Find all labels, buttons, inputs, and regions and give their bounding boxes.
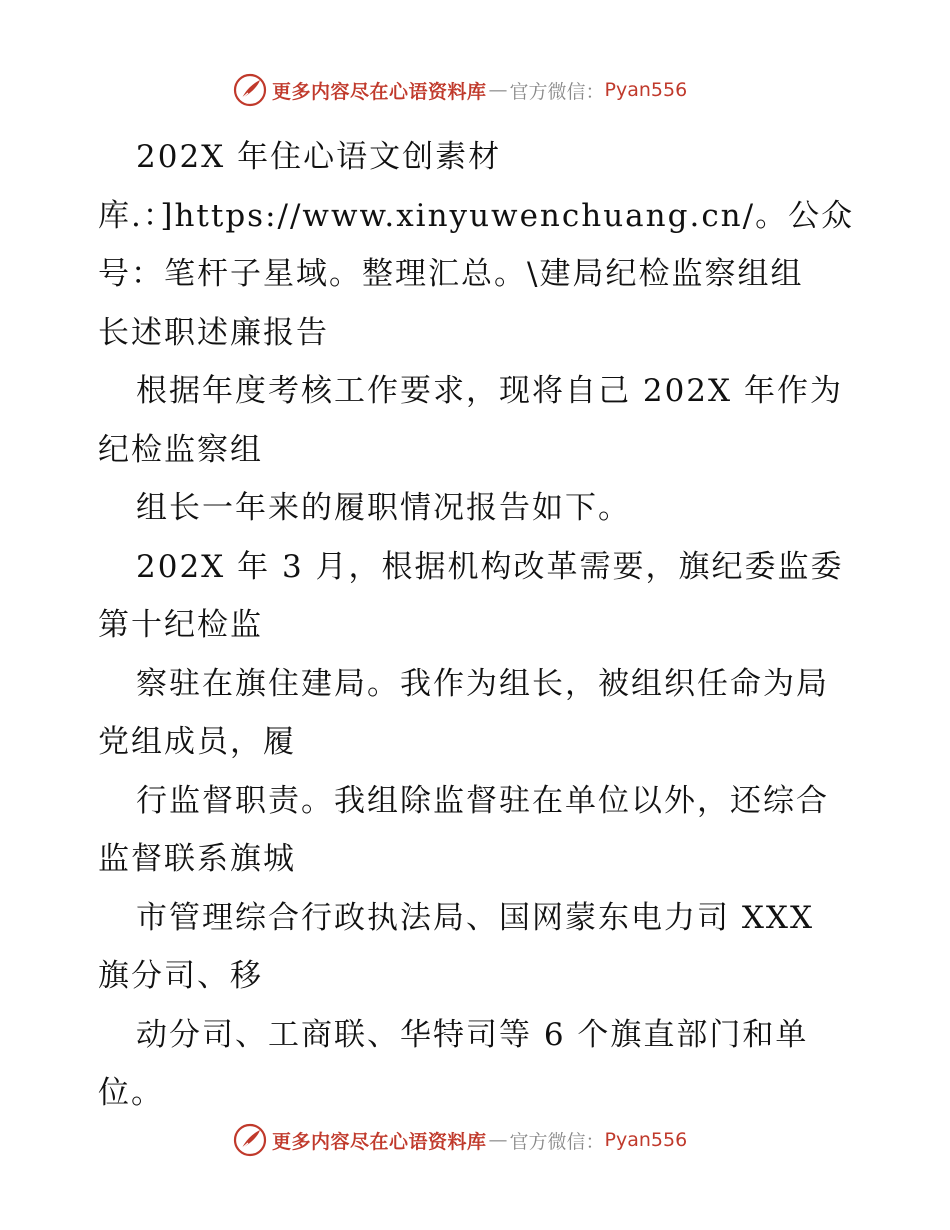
text-line: 行监督职责。我组除监督驻在单位以外，还综合 — [136, 782, 829, 819]
text-line: 库.：]https://www.xinyuwenchuang.cn/。公众 — [98, 197, 855, 234]
text-line: 动分司、工商联、华特司等 6 个旗直部门和单 — [136, 1016, 809, 1053]
text-line: 党组成员，履 — [98, 724, 296, 760]
text-line: 根据年度考核工作要求，现将自己 202X 年作为 — [136, 373, 843, 409]
watermark-dash: — — [488, 79, 508, 101]
text-line: 旗分司、移 — [98, 958, 263, 994]
text-line: 组长一年来的履职情况报告如下。 — [136, 490, 631, 526]
text-line: 纪检监察组 — [98, 431, 263, 468]
watermark-main-text: 更多内容尽在心语资料库 — [272, 80, 487, 103]
text-line: 长述职述廉报告 — [98, 314, 329, 351]
text-line: 202X 年 3 月，根据机构改革需要，旗纪委监委 — [136, 548, 844, 585]
document-body — [98, 128, 858, 1123]
watermark-sub-text: 官方微信： — [509, 1130, 605, 1153]
text-line: 监督联系旗城 — [98, 841, 296, 877]
footer-watermark — [232, 1122, 687, 1158]
watermark-sub-text: 官方微信： — [509, 80, 605, 103]
feather-pen-logo-icon — [232, 1122, 268, 1158]
text-line: 市管理综合行政执法局、国网蒙东电力司 XXX — [136, 899, 815, 936]
text-line: 位。 — [98, 1075, 164, 1111]
watermark-dash: — — [488, 1129, 508, 1151]
text-line: 号：笔杆子星域。整理汇总。\建局纪检监察组组 — [98, 256, 804, 292]
watermark-main-text: 更多内容尽在心语资料库 — [272, 1130, 487, 1153]
text-line: 第十纪检监 — [98, 607, 263, 643]
text-line: 202X 年住心语文创素材 — [136, 139, 502, 175]
text-line: 察驻在旗住建局。我作为组长，被组织任命为局 — [136, 665, 829, 702]
watermark-handle: Pyan556 — [604, 79, 688, 101]
watermark-handle: Pyan556 — [604, 1129, 688, 1151]
feather-pen-logo-icon — [232, 72, 268, 108]
header-watermark — [232, 72, 687, 108]
